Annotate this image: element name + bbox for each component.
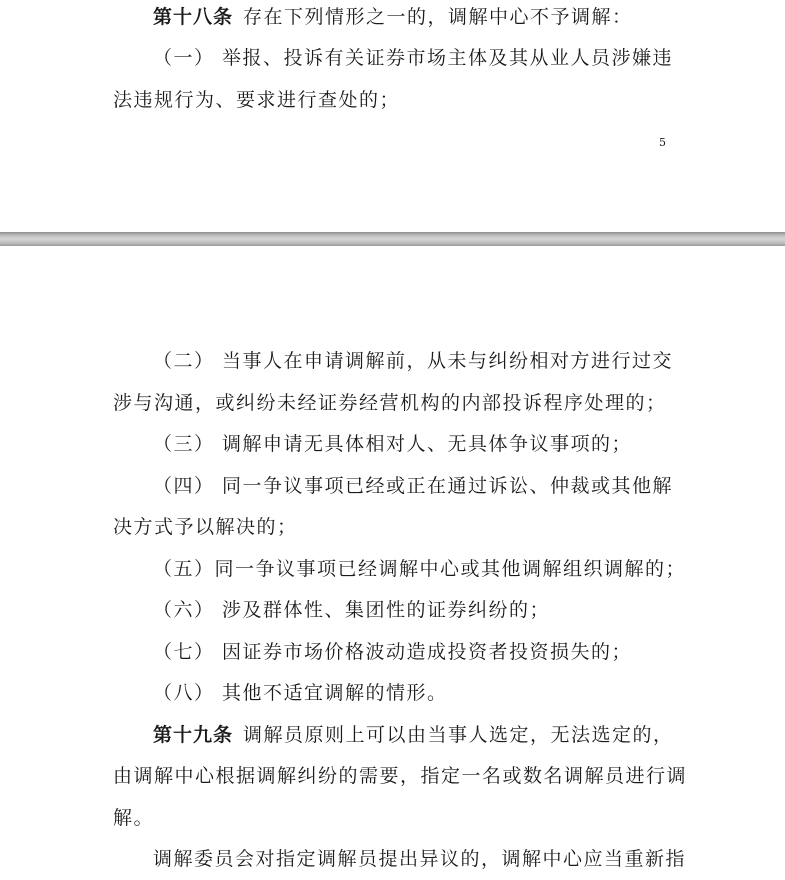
item-8: （八） 其他不适宜调解的情形。 xyxy=(153,682,448,704)
item-4-line-2: 决方式予以解决的； xyxy=(113,516,298,538)
article-19-line-3: 解。 xyxy=(113,807,155,829)
article-19-text: 调解员原则上可以由当事人选定，无法选定的， xyxy=(243,724,674,746)
item-1-line-1: （一） 举报、投诉有关证券市场主体及其从业人员涉嫌违 xyxy=(153,47,674,69)
item-2-line-2: 涉与沟通，或纠纷未经证券经营机构的内部投诉程序处理的； xyxy=(113,392,667,414)
article-19-heading: 第十九条 xyxy=(153,724,234,746)
article-18-heading: 第十八条 xyxy=(153,6,234,28)
item-1-line-2: 法违规行为、要求进行查处的； xyxy=(113,89,401,111)
item-2-line-1: （二） 当事人在申请调解前，从未与纠纷相对方进行过交 xyxy=(153,350,674,372)
item-5: （五）同一争议事项已经调解中心或其他调解组织调解的； xyxy=(153,558,687,580)
document-page-lower xyxy=(0,246,785,880)
next-paragraph-line-1: 调解委员会对指定调解员提出异议的，调解中心应当重新指 xyxy=(153,848,687,870)
article-18-text: 存在下列情形之一的，调解中心不予调解： xyxy=(243,6,633,28)
document-page-upper xyxy=(0,0,785,232)
article-18-paragraph xyxy=(153,5,633,29)
page-separator xyxy=(0,232,785,246)
page-number: 5 xyxy=(659,136,666,149)
item-3: （三） 调解申请无具体相对人、无具体争议事项的； xyxy=(153,433,633,455)
article-19-line-1 xyxy=(153,723,674,747)
item-6: （六） 涉及群体性、集团性的证券纠纷的； xyxy=(153,599,551,621)
article-19-line-2: 由调解中心根据调解纠纷的需要，指定一名或数名调解员进行调 xyxy=(113,765,688,787)
item-4-line-1: （四） 同一争议事项已经或正在通过诉讼、仲裁或其他解 xyxy=(153,475,674,497)
item-7: （七） 因证券市场价格波动造成投资者投资损失的； xyxy=(153,641,633,663)
